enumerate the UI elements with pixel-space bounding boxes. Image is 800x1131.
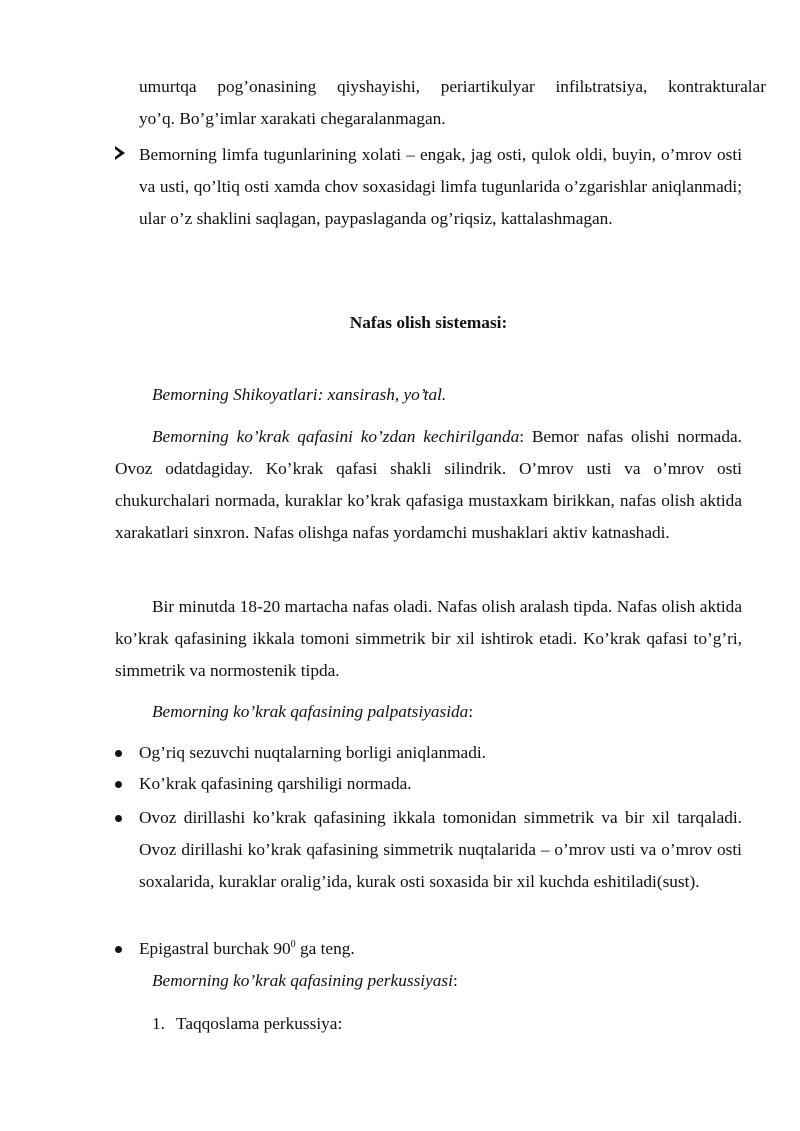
bullet-item-2	[115, 768, 742, 800]
palpation-heading	[115, 696, 742, 728]
degree-superscript: 0	[290, 939, 296, 950]
inspection-label: Bemorning ko’krak qafasini ko’zdan kechirilganda	[152, 427, 520, 446]
lymph-list-item	[115, 139, 742, 235]
palpation-label: Bemorning ko’krak qafasining palpatsiyasida	[152, 702, 469, 721]
breathing-paragraph: Bir minutda 18-20 martacha nafas oladi. Nafas olish aralash tipda. Nafas olish aktida ko’krak qafasining ikkala tomoni simmetrik bir xil ishtirok etadi. Ko’krak qafasi to’g’ri, simmetrik va normostenik tipda.	[115, 597, 742, 680]
epigastral-text	[115, 933, 742, 965]
percussion-label: Bemorning ko’krak qafasining perkussiyasi	[152, 971, 453, 990]
bullet-text-2: Ko’krak qafasining qarshiligi normada.	[139, 774, 412, 793]
percussion-colon: :	[452, 971, 458, 990]
bullet-icon	[115, 767, 122, 799]
bullet-icon	[115, 801, 122, 833]
complaints-paragraph: Bemorning Shikoyatlari: xansirash, yo’tal.	[152, 385, 447, 404]
percussion-heading	[115, 965, 742, 997]
paragraph-continuation-line2	[115, 103, 766, 135]
inspection-text: : Bemor nafas olishi normada. Ovoz odatdagiday. Ko’krak qafasi shakli silindrik. O’mrov usti va o’mrov osti chukurchalari normada, kuraklar ko’krak qafasiga mustaxkam birikkan, nafas olish aktida xarakatlari sinxron. Nafas olishga nafas yordamchi mushaklari aktiv katnashadi.	[115, 427, 742, 542]
inspection-paragraph	[115, 421, 742, 549]
section-title: Nafas olish sistemasi:	[349, 313, 508, 332]
epigastral-before: Epigastral burchak 90	[139, 939, 291, 958]
bullet-icon	[115, 736, 122, 768]
bullet-item-1	[115, 737, 742, 769]
lymph-item-text: Bemorning limfa tugunlarining xolati – engak, jag osti, qulok oldi, buyin, o’mrov osti va usti, qo’ltiq osti xamda chov soxasidagi limfa tugunlarida o’zgarishlar aniqlanmadi; ular o’z shaklini saqlagan, paypaslaganda og’riqsiz, kattalashmagan.	[139, 145, 742, 228]
continuation-text-2: yo’q. Bo’g’imlar xarakati chegaralanmagan.	[139, 109, 446, 128]
bullet-text-1: Og’riq sezuvchi nuqtalarning borligi aniqlanmadi.	[139, 743, 486, 762]
continuation-text-1: umurtqa pog’onasining qiyshayishi, periartikulyar infilьtratsiya, kontrakturalar	[139, 77, 766, 96]
palpation-colon: :	[468, 702, 474, 721]
bullet-item-4	[115, 933, 742, 965]
list-number: 1.	[152, 1014, 165, 1033]
bullet-icon	[115, 932, 122, 964]
arrow-bullet-icon	[115, 138, 125, 170]
numbered-item-text: Taqqoslama perkussiya:	[176, 1014, 343, 1033]
paragraph-continuation-line1	[115, 71, 766, 103]
numbered-item-1	[115, 1008, 742, 1040]
epigastral-after: ga teng.	[295, 939, 355, 958]
bullet-text-3: Ovoz dirillashi ko’krak qafasining ikkala tomonidan simmetrik va bir xil tarqaladi. Ovoz dirillashi ko’krak qafasining simmetrik nuqtalarida – o’mrov usti va o’mrov osti soxalarida, kuraklar oralig’ida, kurak osti soxasida bir xil kuchda eshitiladi(sust).	[139, 808, 742, 891]
bullet-item-3	[115, 802, 742, 898]
